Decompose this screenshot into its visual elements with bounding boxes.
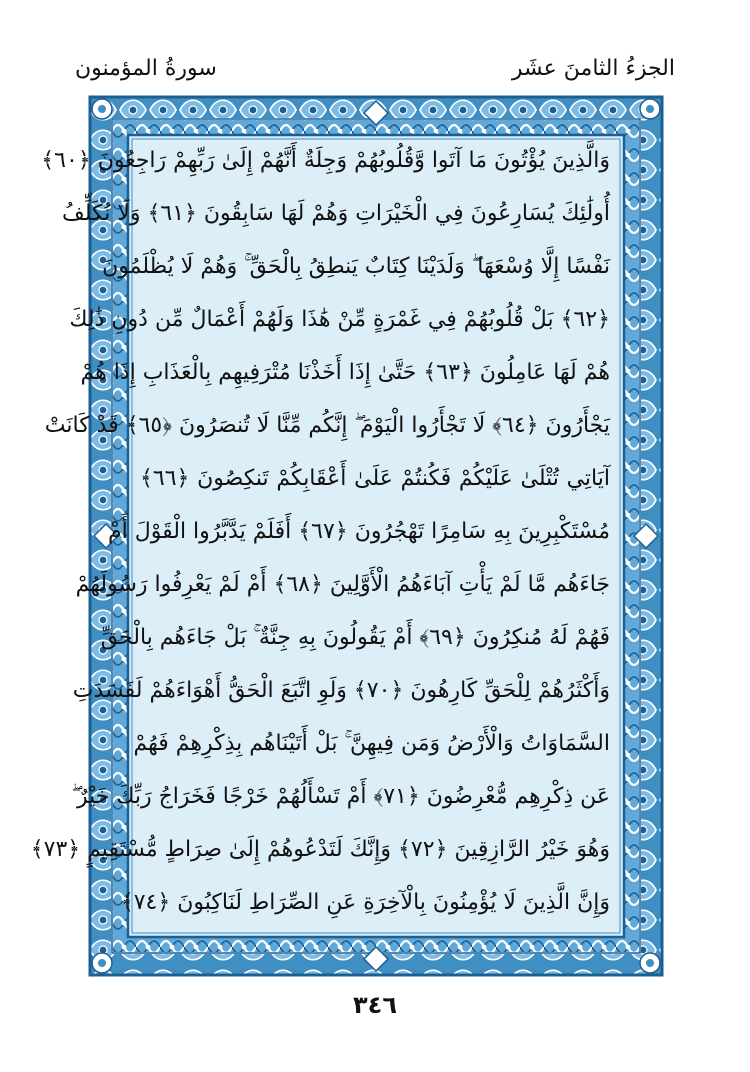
text-line: جَاءَهُم مَّا لَمْ يَأْتِ آبَاءَهُمُ الْأَوَّلِينَ ﴿٦٨﴾ أَمْ لَمْ يَعْرِفُوا رَسُولَهُمْ	[75, 572, 610, 597]
juz-title: الجزءُ الثامنَ عشَر	[511, 56, 675, 81]
text-line: وَإِنَّ الَّذِينَ لَا يُؤْمِنُونَ بِالْآخِرَةِ عَنِ الصِّرَاطِ لَنَاكِبُونَ ﴿٧٤﴾	[120, 890, 610, 915]
surah-title: سورةُ المؤمنون	[75, 56, 217, 81]
text-line: عَن ذِكْرِهِم مُّعْرِضُونَ ﴿٧١﴾ أَمْ تَسْأَلُهُمْ خَرْجًا فَخَرَاجُ رَبِّكَ خَيْرٌ ۖ	[71, 784, 610, 809]
text-line: هُمْ لَهَا عَامِلُونَ ﴿٦٣﴾ حَتَّىٰ إِذَا أَخَذْنَا مُتْرَفِيهِم بِالْعَذَابِ إِذَا هُمْ	[80, 360, 610, 385]
text-line: أُولَٰئِكَ يُسَارِعُونَ فِي الْخَيْرَاتِ وَهُمْ لَهَا سَابِقُونَ ﴿٦١﴾ وَلَا نُكَلِّفُ	[61, 201, 610, 226]
text-line: وَهُوَ خَيْرُ الرَّازِقِينَ ﴿٧٢﴾ وَإِنَّكَ لَتَدْعُوهُمْ إِلَىٰ صِرَاطٍ مُّسْتَقِيمٍ ﴿٧٣﴾	[30, 837, 610, 862]
text-line: فَهُمْ لَهُ مُنكِرُونَ ﴿٦٩﴾ أَمْ يَقُولُونَ بِهِ جِنَّةٌ ۚ بَلْ جَاءَهُم بِالْحَقِّ	[100, 625, 610, 650]
text-line: نَفْسًا إِلَّا وُسْعَهَا ۖ وَلَدَيْنَا كِتَابٌ يَنطِقُ بِالْحَقِّ ۚ وَهُمْ لَا يُظْلَمُونَ	[102, 254, 610, 279]
text-line: السَّمَاوَاتُ وَالْأَرْضُ وَمَن فِيهِنَّ ۚ بَلْ أَتَيْنَاهُم بِذِكْرِهِمْ فَهُمْ	[133, 731, 610, 756]
text-line: وَالَّذِينَ يُؤْتُونَ مَا آتَوا وَّقُلُوبُهُمْ وَجِلَةٌ أَنَّهُمْ إِلَىٰ رَبِّهِمْ رَاجِعُونَ ﴿٦٠﴾	[41, 148, 610, 173]
text-line: وَأَكْثَرُهُمْ لِلْحَقِّ كَارِهُونَ ﴿٧٠﴾ وَلَوِ اتَّبَعَ الْحَقُّ أَهْوَاءَهُمْ لَفَسَدَتِ	[72, 678, 610, 703]
text-line: ﴿٦٢﴾ بَلْ قُلُوبُهُمْ فِي غَمْرَةٍ مِّنْ هَٰذَا وَلَهُمْ أَعْمَالٌ مِّن دُونِ ذَٰلِكَ	[69, 307, 610, 332]
page-number: ٣٤٦	[353, 991, 397, 1019]
text-line: آيَاتِي تُتْلَىٰ عَلَيْكُمْ فَكُنتُمْ عَلَىٰ أَعْقَابِكُمْ تَنكِصُونَ ﴿٦٦﴾	[140, 466, 610, 491]
text-line: مُسْتَكْبِرِينَ بِهِ سَامِرًا تَهْجُرُونَ ﴿٦٧﴾ أَفَلَمْ يَدَّبَّرُوا الْقَوْلَ أَمْ	[108, 519, 610, 544]
text-line: يَجْأَرُونَ ﴿٦٤﴾ لَا تَجْأَرُوا الْيَوْمَ ۖ إِنَّكُم مِّنَّا لَا تُنصَرُونَ ﴿٦٥﴾ قَدْ كَانَتْ	[44, 413, 610, 438]
page-header	[75, 52, 675, 88]
quran-text-block	[30, 142, 610, 930]
